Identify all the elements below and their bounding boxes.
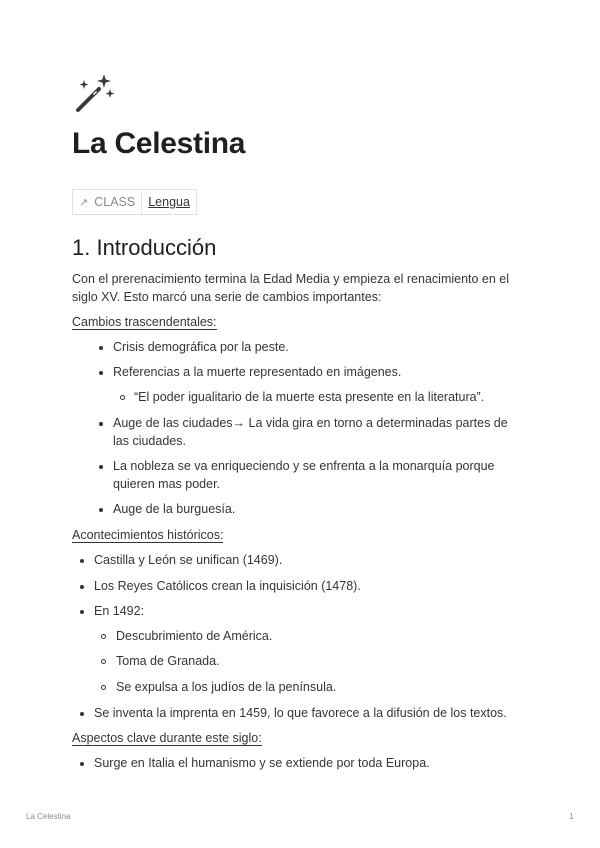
subheading-cambios: Cambios trascendentales: <box>72 315 217 329</box>
list-item: Referencias a la muerte representado en imágenes. <box>113 365 402 379</box>
bullet-dot <box>99 346 103 350</box>
intro-paragraph: Con el prerenacimiento termina la Edad Media y empieza el renacimiento en el siglo XV. Esto marcó una serie de cambios importantes: <box>72 272 510 304</box>
bullet-dot <box>80 712 84 716</box>
subheading-acontecimientos: Acontecimientos históricos: <box>72 528 224 542</box>
list-item: Auge de la burguesía. <box>113 502 236 516</box>
subheading-aspectos: Aspectos clave durante este siglo: <box>72 731 262 745</box>
list-item: En 1492: <box>94 604 145 618</box>
bullet-dot <box>99 465 103 469</box>
bullet-dot <box>80 585 84 589</box>
list-item: Castilla y León se unifican (1469). <box>94 553 283 567</box>
bullet-dot <box>99 508 103 512</box>
bullet-circle <box>101 634 106 639</box>
list-item: “El poder igualitario de la muerte esta presente en la literatura”. <box>134 390 485 404</box>
bullet-dot <box>80 559 84 563</box>
arrow-up-right-icon: ↗ <box>79 196 89 209</box>
property-name <box>73 190 142 214</box>
list-item: Crisis demográfica por la peste. <box>113 340 289 354</box>
bullet-dot <box>99 371 103 375</box>
page-title: La Celestina <box>72 127 246 160</box>
list-item-continuation: quieren mas poder. <box>113 477 221 491</box>
bullet-dot <box>80 762 84 766</box>
bullet-dot <box>80 610 84 614</box>
property-row <box>72 189 197 215</box>
property-name-label: CLASS <box>94 195 136 209</box>
bullet-circle <box>101 685 106 690</box>
footer-page-number: 1 <box>569 812 574 821</box>
list-item: Los Reyes Católicos crean la inquisición (1478). <box>94 579 361 593</box>
bullet-circle <box>120 395 125 400</box>
magic-wand-sparkles-icon <box>74 72 118 116</box>
list-item: Auge de las ciudades→ La vida gira en torno a determinadas partes de <box>113 416 508 430</box>
list-item: La nobleza se va enriqueciendo y se enfrenta a la monarquía porque <box>113 459 495 473</box>
list-item: Se expulsa a los judíos de la península. <box>116 680 337 694</box>
bullet-circle <box>101 659 106 664</box>
list-item: Descubrimiento de América. <box>116 629 273 643</box>
bullet-dot <box>99 422 103 426</box>
list-item: Se inventa la imprenta en 1459, lo que favorece a la difusión de los textos. <box>94 706 507 720</box>
list-item: Surge en Italia el humanismo y se extiende por toda Europa. <box>94 756 430 770</box>
list-item: Toma de Granada. <box>116 654 220 668</box>
property-value-link[interactable]: Lengua <box>148 195 190 209</box>
section-heading: 1. Introducción <box>72 235 217 260</box>
list-item-continuation: las ciudades. <box>113 434 186 448</box>
footer-title: La Celestina <box>26 812 71 821</box>
